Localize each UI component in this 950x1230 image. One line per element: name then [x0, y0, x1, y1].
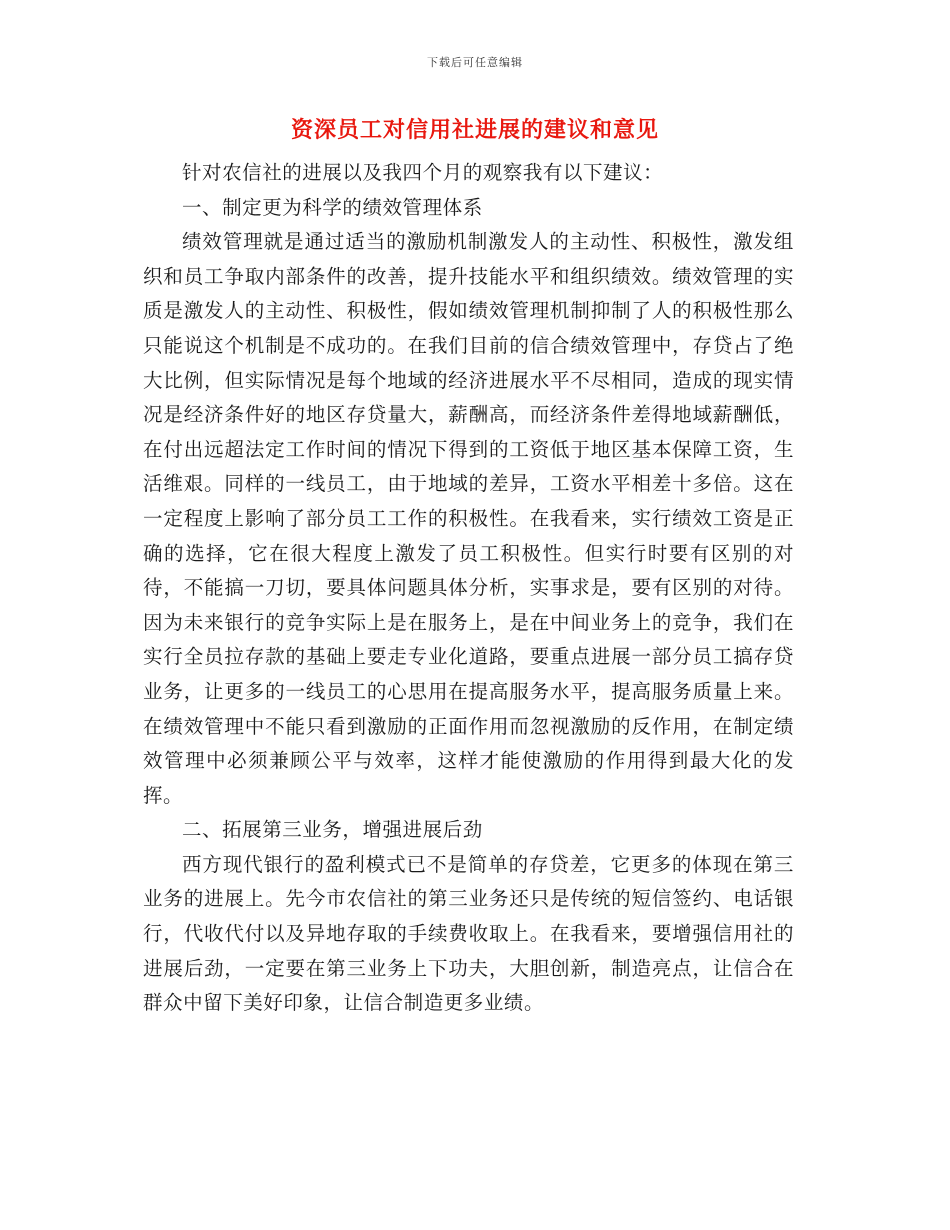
document-title: 资深员工对信用社进展的建议和意见 [290, 117, 659, 143]
section-1-paragraph: 绩效管理就是通过适当的激励机制激发人的主动性、积极性，激发组织和员工争取内部条件的改善，提升技能水平和组织绩效。绩效管理的实质是激发人的主动性、积极性，假如绩效管理机制抑制了人的积极性那么只能说这个机制是不成功的。在我们目前的信合绩效管理中，存贷占了绝大比例，但实际情况是每个地域的经济进展水平不尽相同，造成的现实情况是经济条件好的地区存贷量大，薪酬高，而经济条件差得地域薪酬低，在付出远超法定工作时间的情况下得到的工资低于地区基本保障工资，生活维艰。同样的一线员工，由于地域的差异，工资水平相差十多倍。这在一定程度上影响了部分员工工作的积极性。在我看来，实行绩效工资是正确的选择，它在很大程度上激发了员工积极性。但实行时要有区别的对待，不能搞一刀切，要具体问题具体分析，实事求是，要有区别的对待。因为未来银行的竞争实际上是在服务上，是在中间业务上的竞争，我们在实行全员拉存款的基础上要走专业化道路，要重点进展一部分员工搞存贷业务，让更多的一线员工的心思用在提高服务水平，提高服务质量上来。在绩效管理中不能只看到激励的正面作用而忽视激励的反作用，在制定绩效管理中必须兼顾公平与效率，这样才能使激励的作用得到最大化的发挥。 [143, 230, 794, 807]
section-2-paragraph: 西方现代银行的盈利模式已不是简单的存贷差，它更多的体现在第三业务的进展上。先今市农信社的第三业务还只是传统的短信签约、电话银行，代收代付以及异地存取的手续费收取上。在我看来，要增强信用社的进展后劲，一定要在第三业务上下功夫，大胆创新，制造亮点，让信合在群众中留下美好印象，让信合制造更多业绩。 [143, 852, 794, 1015]
section-heading-1: 一、制定更为科学的绩效管理体系 [182, 195, 483, 219]
intro-paragraph: 针对农信社的进展以及我四个月的观察我有以下建议： [182, 161, 664, 184]
document-body [143, 156, 794, 1021]
section-heading-2: 二、拓展第三业务，增强进展后劲 [182, 818, 483, 842]
header-note: 下载后可任意编辑 [427, 56, 523, 69]
